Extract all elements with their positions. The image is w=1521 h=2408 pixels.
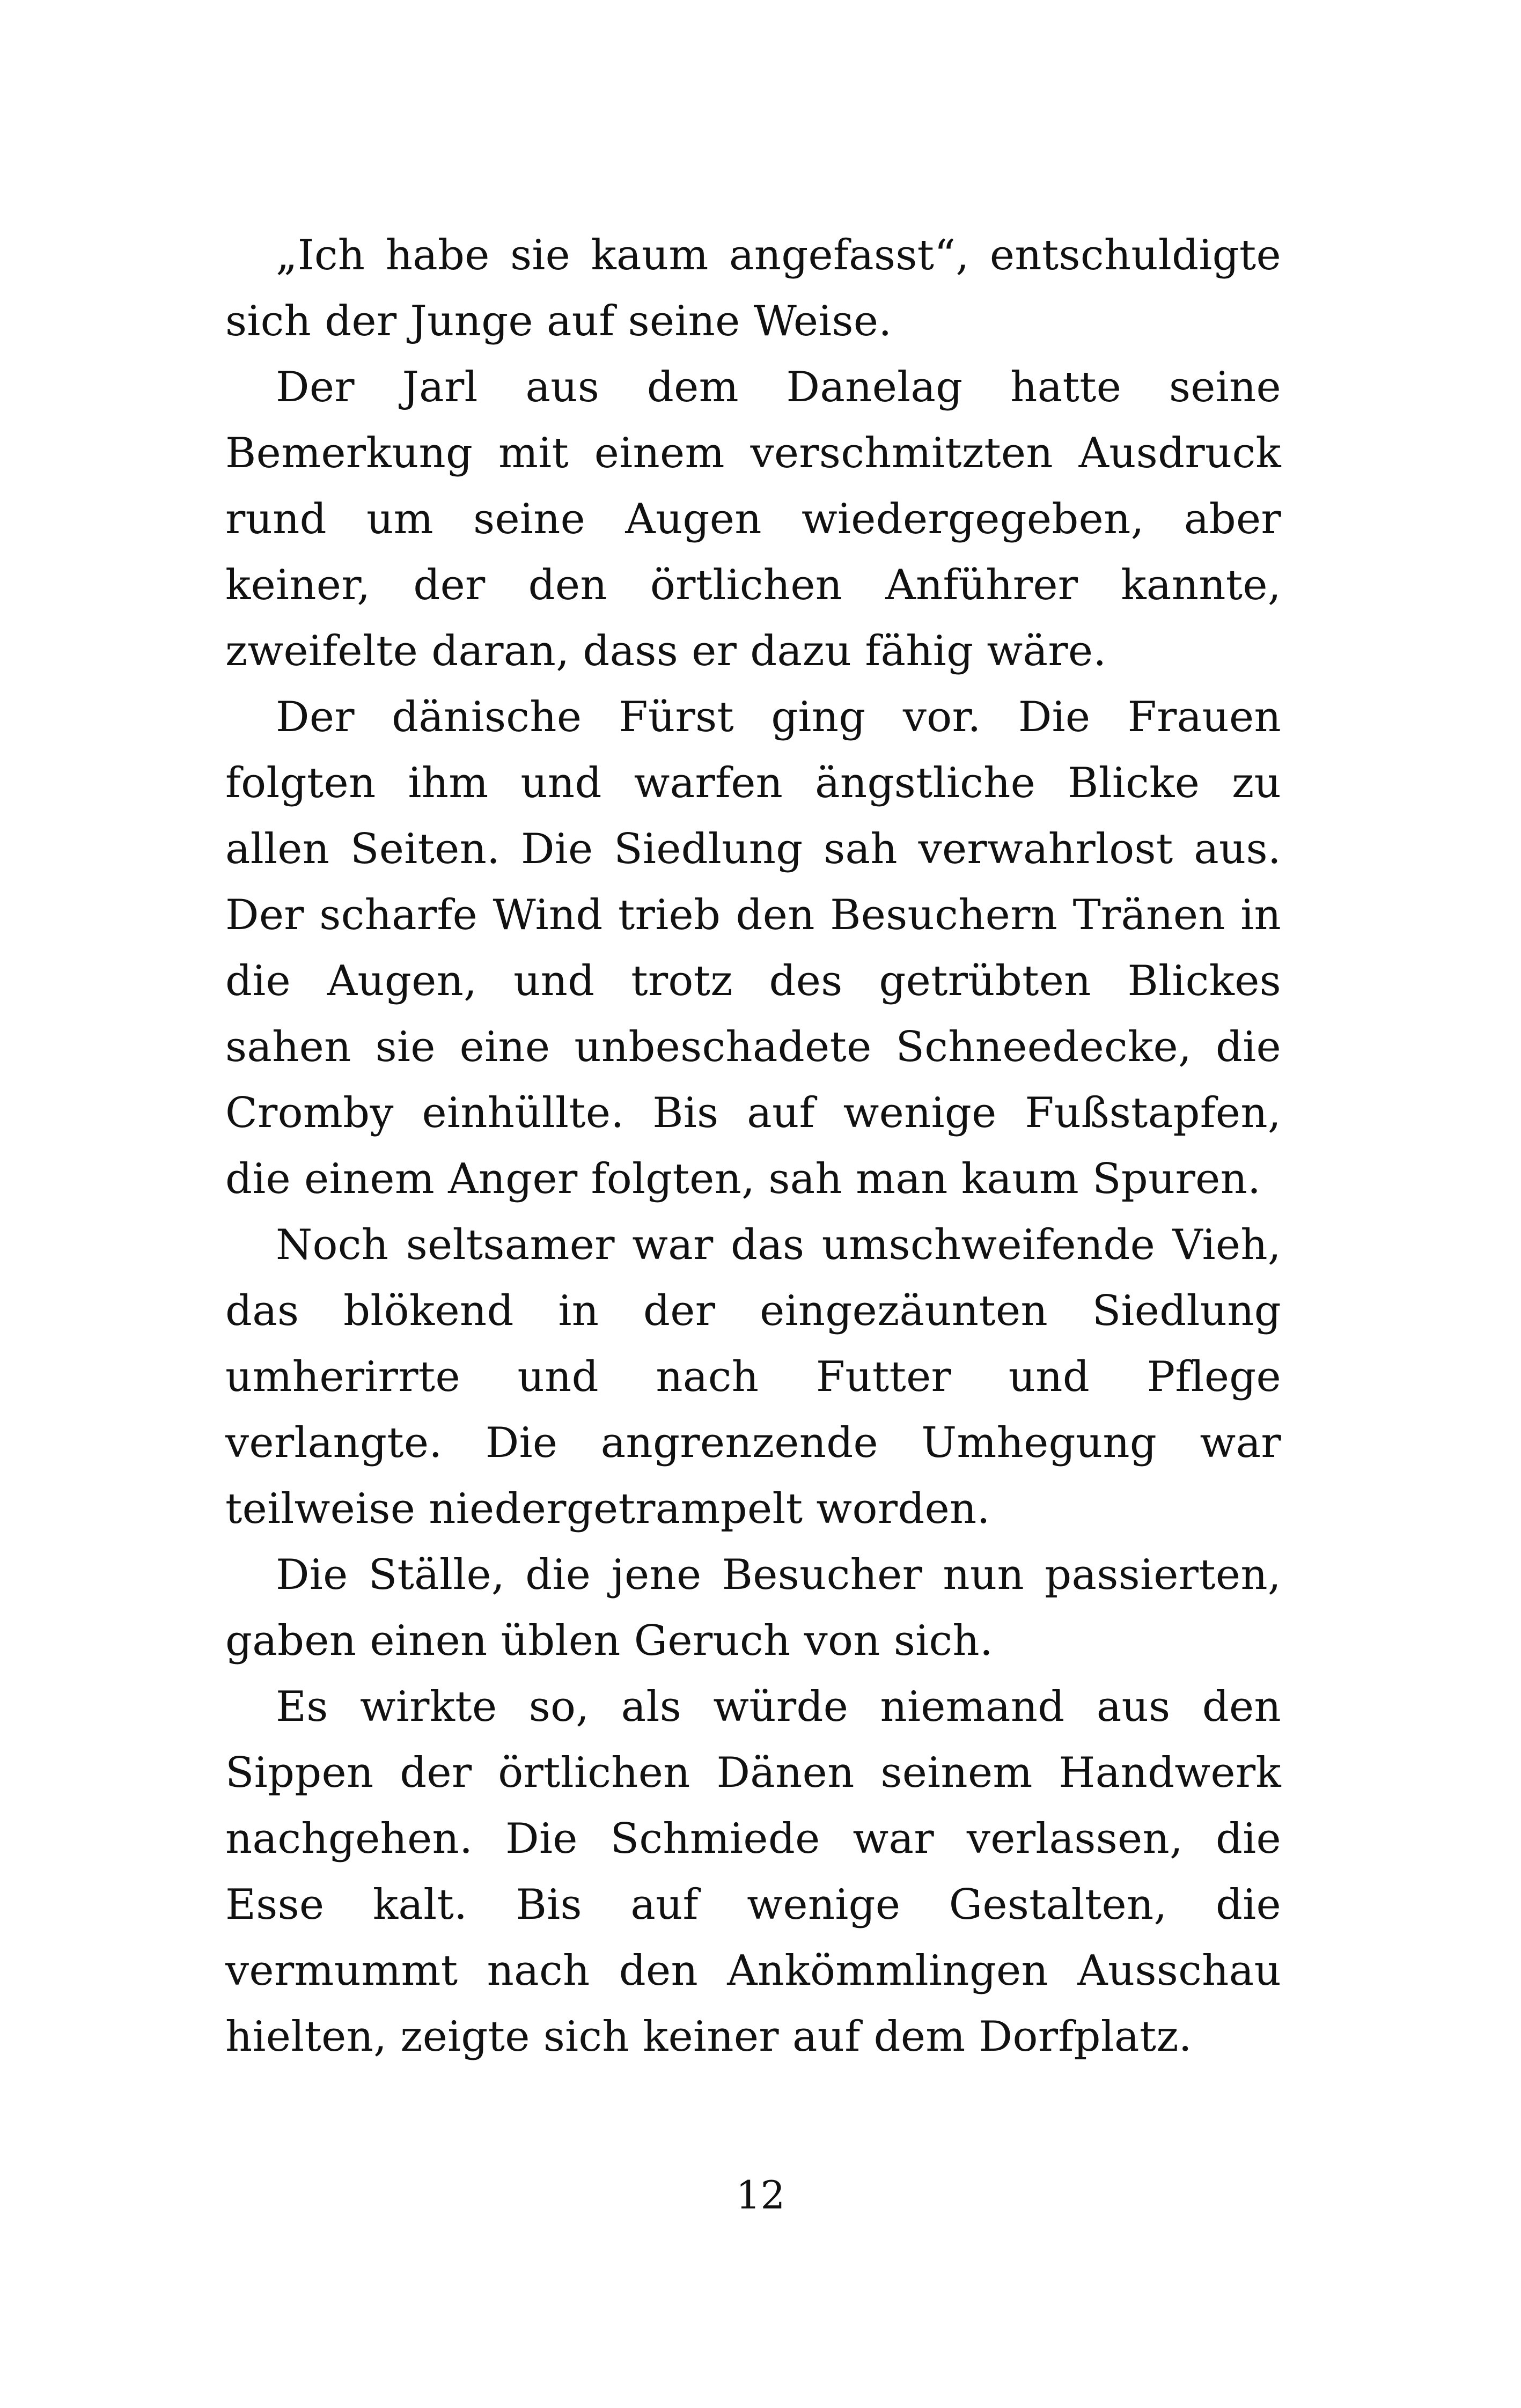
- page-number: 12: [736, 2173, 785, 2218]
- paragraph-1: „Ich habe sie kaum angefasst“, entschuldigte sich der Junge auf seine Weise.: [225, 231, 1281, 345]
- paragraph-5: Die Ställe, die jene Besucher nun passierten, gaben einen üblen Geruch von sich.: [225, 1551, 1281, 1665]
- paragraph-2: Der Jarl aus dem Danelag hatte seine Bemerkung mit einem verschmitzten Ausdruck rund um seine Augen wiedergegeben, aber keiner, der den örtlichen Anführer kannte, zweifelte daran, dass er dazu fähig wäre.: [225, 363, 1281, 675]
- paragraph-3: Der dänische Fürst ging vor. Die Frauen folgten ihm und warfen ängstliche Blicke zu allen Seiten. Die Siedlung sah verwahrlost aus. Der scharfe Wind trieb den Besuchern Tränen in die Augen, und trotz des getrübten Blickes sahen sie eine unbeschadete Schneedecke, die Cromby einhüllte. Bis auf wenige Fußstapfen, die einem Anger folgten, sah man kaum Spuren.: [225, 693, 1281, 1203]
- body-text: [225, 223, 1281, 2070]
- paragraph-6: Es wirkte so, als würde niemand aus den Sippen der örtlichen Dänen seinem Handwerk nachgehen. Die Schmiede war verlassen, die Esse kalt. Bis auf wenige Gestalten, die vermummt nach den Ankömmlingen Ausschau hielten, zeigte sich keiner auf dem Dorfplatz.: [225, 1683, 1281, 2061]
- paragraph-4: Noch seltsamer war das umschweifende Vieh, das blökend in der eingezäunten Siedlung umherirrte und nach Futter und Pflege verlangte. Die angrenzende Umhegung war teilweise niedergetrampelt worden.: [225, 1221, 1281, 1533]
